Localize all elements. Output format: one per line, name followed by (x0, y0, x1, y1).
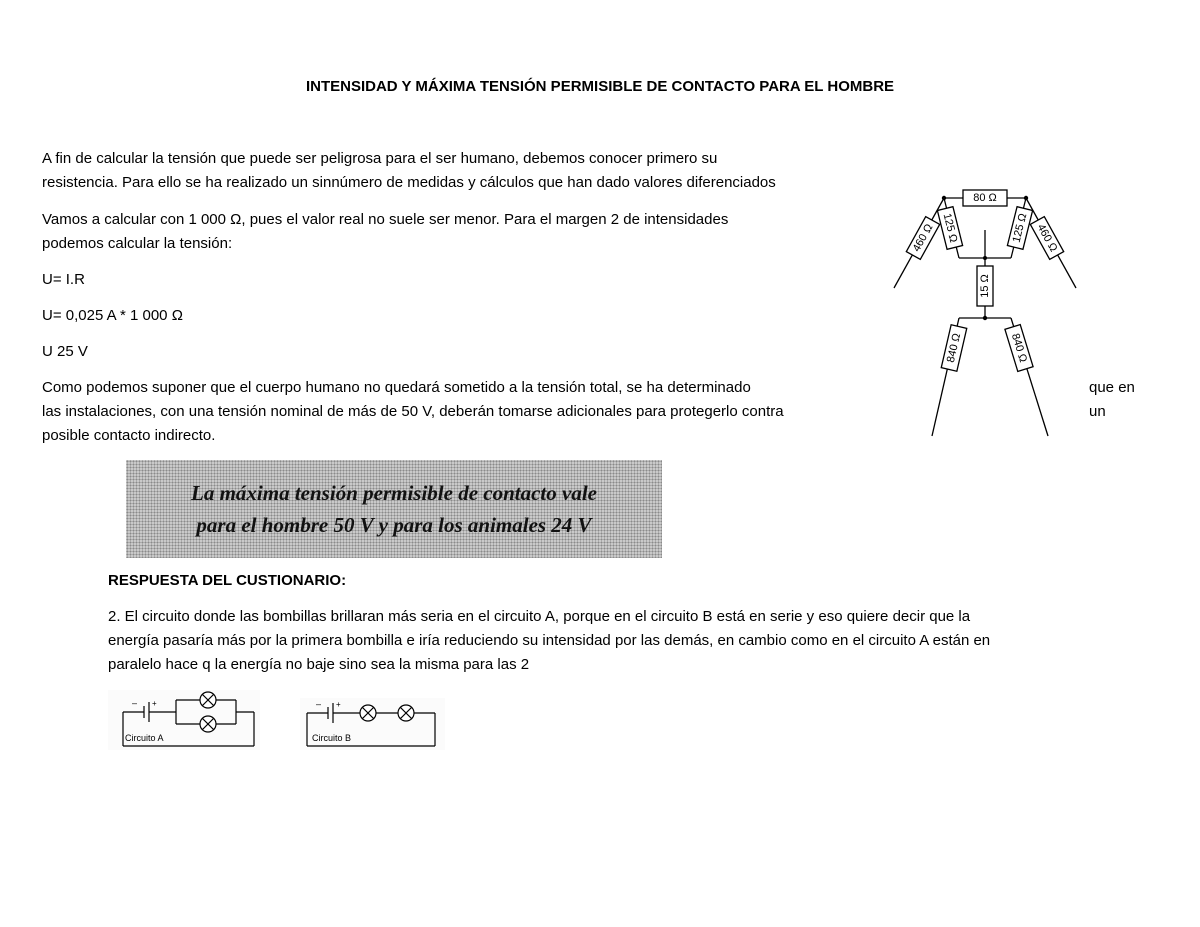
paragraph-resistance-line1: A fin de calcular la tensión que puede ser peligrosa para el ser humano, debemos conocer primero su (42, 150, 718, 167)
paragraph-calculation-line1: Vamos a calcular con 1 000 Ω, pues el valor real no suele ser menor. Para el margen 2 de intensidades (42, 211, 729, 228)
circuit-b-minus: – (316, 699, 322, 709)
resistance-leg-right-label: 840 Ω (1008, 332, 1030, 364)
circuit-a-label: Circuito A (125, 733, 164, 743)
circuit-a-minus: – (132, 698, 138, 708)
body-resistance-diagram (880, 180, 1090, 440)
paragraph-conclusion-line2-end: un (1089, 403, 1106, 420)
paragraph-conclusion-line1-end: que en (1089, 379, 1135, 396)
paragraph-resistance-line2: resistencia. Para ello se ha realizado un sinnúmero de medidas y cálculos que han dado valores diferenciados (42, 174, 776, 191)
answer-line1: 2. El circuito donde las bombillas brillaran más seria en el circuito A, porque en el circuito B está en serie y eso quiere decir que la (108, 608, 971, 625)
quote-line2: para el hombre 50 V y para los animales 24 V (196, 513, 592, 537)
formula-substitution: U= 0,025 A * 1 000 Ω (42, 307, 183, 324)
resistance-upper-arm-left-label: 125 Ω (940, 212, 960, 244)
answer-heading: RESPUESTA DEL CUSTIONARIO: (108, 572, 347, 589)
resistance-forearm-left-label: 460 Ω (910, 222, 936, 254)
resistance-forearm-right-label: 460 Ω (1034, 222, 1060, 254)
formula-ohms-law: U= I.R (42, 271, 85, 288)
formula-result: U 25 V (42, 343, 88, 360)
paragraph-conclusion-line1: Como podemos suponer que el cuerpo humano no quedará sometido a la tensión total, se ha determinado (42, 379, 751, 396)
max-voltage-quote-image (126, 460, 662, 558)
page-title: INTENSIDAD Y MÁXIMA TENSIÓN PERMISIBLE DE CONTACTO PARA EL HOMBRE (305, 78, 895, 95)
paragraph-calculation-line2: podemos calcular la tensión: (42, 235, 233, 252)
circuit-a-diagram (108, 690, 260, 750)
quote-line1: La máxima tensión permisible de contacto vale (191, 481, 597, 505)
resistance-upper-arm-right-label: 125 Ω (1010, 212, 1030, 244)
circuit-b-label: Circuito B (312, 733, 352, 743)
resistance-leg-left-label: 840 Ω (944, 332, 964, 364)
answer-line3: paralelo hace q la energía no baje sino sea la misma para las 2 (108, 656, 530, 673)
paragraph-conclusion-line2: las instalaciones, con una tensión nominal de más de 50 V, deberán tomarse adicionales para protegerlo contra (42, 403, 784, 420)
paragraph-conclusion-line3: posible contacto indirecto. (42, 427, 216, 444)
resistance-torso-label: 15 Ω (979, 274, 991, 298)
circuit-b-diagram (300, 698, 445, 750)
resistance-shoulders-label: 80 Ω (973, 192, 997, 204)
circuit-a-plus: + (152, 699, 157, 708)
answer-line2: energía pasaría más por la primera bombilla e iría reduciendo su intensidad por las demás, en cambio como en el circuito A están en (108, 632, 991, 649)
circuit-b-plus: + (336, 700, 341, 709)
